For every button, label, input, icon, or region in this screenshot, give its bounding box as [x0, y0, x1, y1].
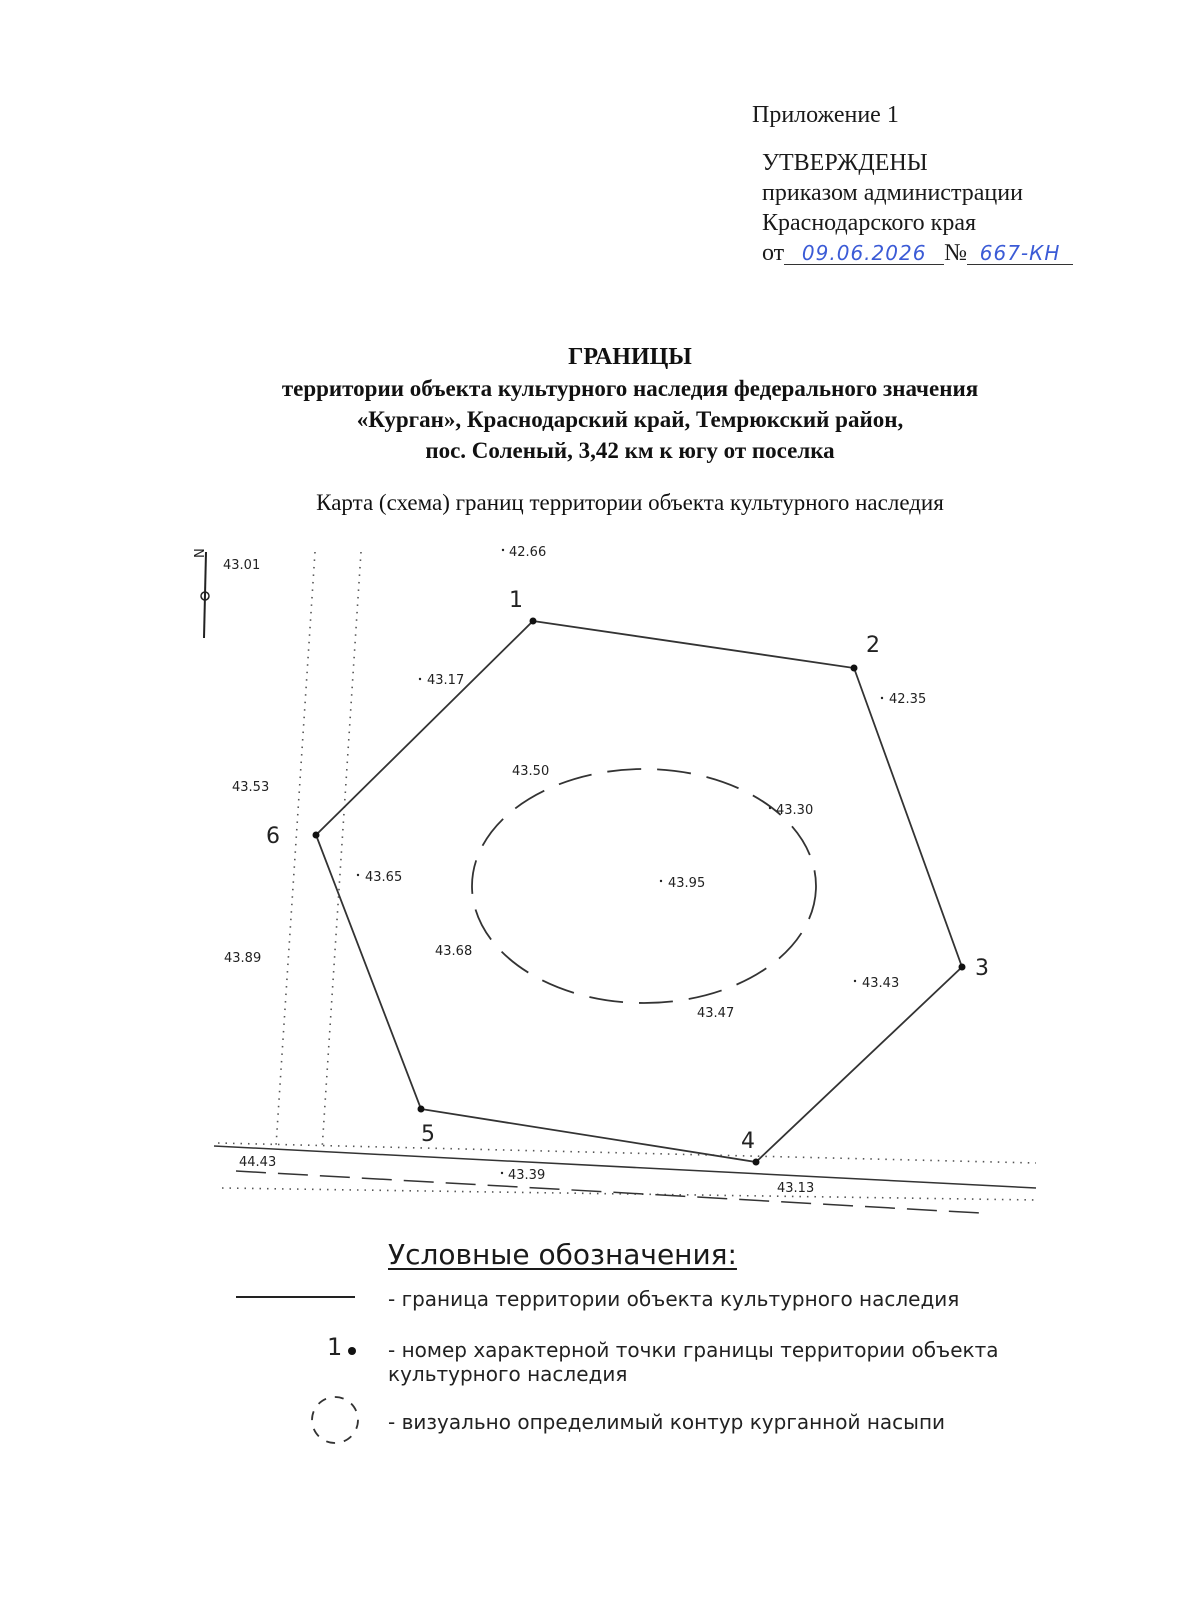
- vertex-point-1: [530, 618, 537, 625]
- north-label: N: [193, 548, 208, 558]
- order-line-2: Краснодарского края: [762, 210, 977, 236]
- title-line-3: пос. Соленый, 3,42 км к югу от поселка: [425, 438, 835, 463]
- vertex-label-6: 6: [266, 824, 280, 849]
- vertex-point-5: [418, 1106, 425, 1113]
- mound-contour: [472, 769, 816, 1003]
- elevation-mark: 43.89: [224, 951, 262, 966]
- legend-text: - номер характерной точки границы территории объекта культурного наследия: [388, 1338, 999, 1386]
- elevation-mark: 42.66: [509, 545, 547, 560]
- elevation-mark: 43.53: [232, 780, 270, 795]
- legend-title: Условные обозначения:: [388, 1238, 737, 1271]
- elevation-marks: [223, 545, 926, 1196]
- title-line-1: территории объекта культурного наследия федерального значения: [281, 376, 979, 401]
- order-number-value: 667-КН: [967, 242, 1073, 265]
- elevation-mark: 43.43: [862, 976, 900, 991]
- vertex-point-6: [313, 832, 320, 839]
- map-subtitle: Карта (схема) границ территории объекта культурного наследия: [316, 490, 944, 515]
- legend-vertex-number: 1: [327, 1333, 343, 1361]
- dashed-road-line: [236, 1171, 980, 1213]
- north-arrow-icon: [193, 548, 209, 638]
- vertex-point-2: [851, 665, 858, 672]
- territory-boundary: [316, 621, 962, 1162]
- legend-text: - визуально определимый контур курганной насыпи: [388, 1410, 946, 1434]
- legend-dashed-circle-symbol: [312, 1397, 358, 1443]
- from-prefix: от: [762, 240, 785, 266]
- vertex-point-3: [959, 964, 966, 971]
- elevation-mark: 43.13: [777, 1181, 815, 1196]
- road-edge-line: [214, 1146, 1036, 1188]
- elevation-mark: 43.50: [512, 764, 550, 779]
- number-sign: №: [944, 240, 968, 266]
- vertex-label-5: 5: [421, 1122, 435, 1147]
- order-line-1: приказом администрации: [762, 180, 1023, 206]
- elevation-mark: 44.43: [239, 1155, 277, 1170]
- elevation-mark: 43.68: [435, 944, 473, 959]
- legend-vertex-dot-symbol: [348, 1347, 356, 1355]
- elevation-mark: 43.65: [365, 870, 403, 885]
- approved-label: УТВЕРЖДЕНЫ: [762, 150, 928, 176]
- legend-text: - граница территории объекта культурного наследия: [388, 1287, 960, 1311]
- elevation-mark: 43.01: [223, 558, 261, 573]
- title-heading: ГРАНИЦЫ: [568, 344, 692, 370]
- vertex-label-1: 1: [509, 588, 523, 613]
- elevation-mark: 42.35: [889, 692, 927, 707]
- vertex-label-3: 3: [975, 956, 989, 981]
- dotted-road-lines: [218, 552, 1036, 1200]
- vertex-label-4: 4: [741, 1129, 755, 1154]
- elevation-mark: 43.17: [427, 673, 465, 688]
- elevation-mark: 43.30: [776, 803, 814, 818]
- elevation-mark: 43.47: [697, 1006, 735, 1021]
- appendix-label: Приложение 1: [752, 102, 899, 128]
- title-line-2: «Курган», Краснодарский край, Темрюкский район,: [356, 407, 904, 432]
- elevation-mark: 43.95: [668, 876, 706, 891]
- vertex-point-4: [753, 1159, 760, 1166]
- order-date-value: 09.06.2026: [784, 242, 944, 265]
- elevation-mark: 43.39: [508, 1168, 546, 1183]
- vertex-label-2: 2: [866, 633, 880, 658]
